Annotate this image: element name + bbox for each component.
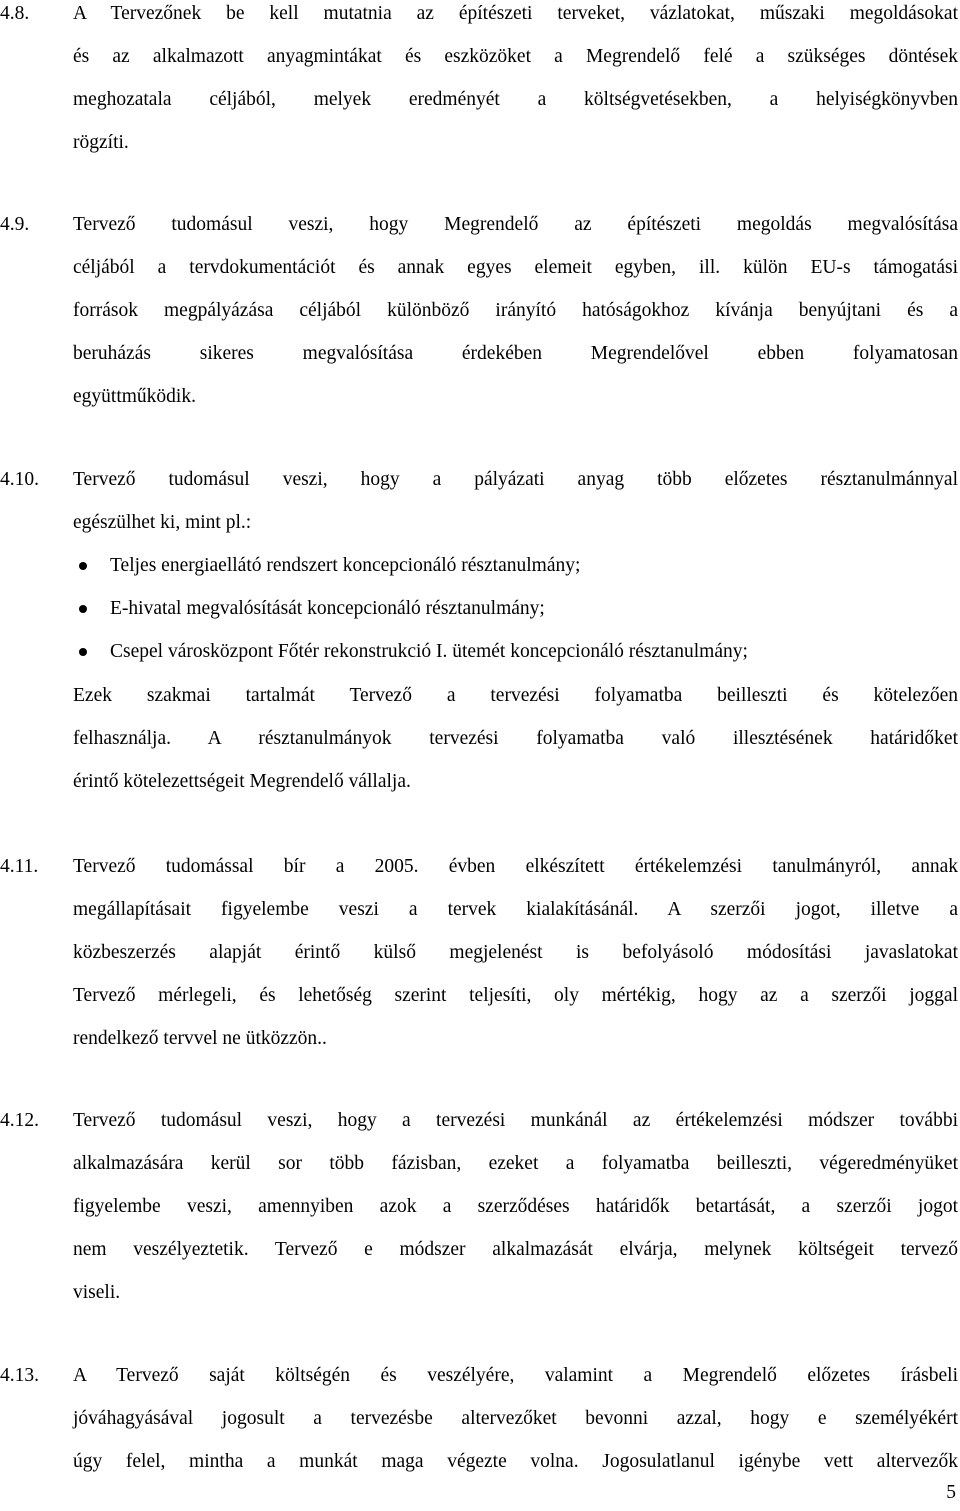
clause-text-line: közbeszerzés alapját érintő külső megjelenést is befolyásoló módosítási javaslatokat xyxy=(73,942,958,963)
clause-text-line: céljából a tervdokumentációt és annak egyes elemeit egyben, ill. külön EU-s támogatási xyxy=(73,257,958,278)
clause-text-line: Tervező mérlegeli, és lehetőség szerint teljesíti, oly mértékig, hogy az a szerzői joggal xyxy=(73,985,958,1006)
clause-number: 4.10. xyxy=(0,469,39,490)
clause-text-line: rögzíti. xyxy=(73,132,129,153)
clause-text-line: jóváhagyásával jogosult a tervezésbe altervezőket bevonni azzal, hogy e személyékért xyxy=(73,1408,958,1429)
clause-text-line: együttműködik. xyxy=(73,386,196,407)
clause-text-line: A Tervezőnek be kell mutatnia az építészeti terveket, vázlatokat, műszaki megoldásokat xyxy=(73,3,958,24)
clause-text-line: Tervező tudomásul veszi, hogy a pályázati anyag több előzetes résztanulmánnyal xyxy=(73,469,958,490)
clause-text-line: érintő kötelezettségeit Megrendelő vállalja. xyxy=(73,771,411,792)
bullet-item: Teljes energiaellátó rendszert koncepcionáló résztanulmány; xyxy=(110,555,581,576)
clause-text-line: meghozatala céljából, melyek eredményét a költségvetésekben, a helyiségkönyvben xyxy=(73,89,958,110)
clause-text-line: egészülhet ki, mint pl.: xyxy=(73,512,252,533)
clause-text-line: beruházás sikeres megvalósítása érdekében Megrendelővel ebben folyamatosan xyxy=(73,343,958,364)
clause-text-line: úgy felel, mintha a munkát maga végezte volna. Jogosulatlanul igénybe vett altervezők xyxy=(73,1451,958,1472)
bullet-item: Csepel városközpont Főtér rekonstrukció I. ütemét koncepcionáló résztanulmány; xyxy=(110,641,748,662)
clause-text-line: megállapításait figyelembe veszi a tervek kialakításánál. A szerzői jogot, illetve a xyxy=(73,899,958,920)
bullet-icon xyxy=(79,562,87,570)
page-number: 5 xyxy=(946,1482,956,1503)
bullet-icon xyxy=(79,648,87,656)
clause-text-line: alkalmazására kerül sor több fázisban, ezeket a folyamatba beilleszti, végeredményüket xyxy=(73,1153,958,1174)
clause-text-line: Tervező tudomásul veszi, hogy a tervezési munkánál az értékelemzési módszer további xyxy=(73,1110,958,1131)
clause-number: 4.11. xyxy=(0,856,39,877)
clause-text-line: felhasználja. A résztanulmányok tervezési folyamatba való illesztésének határidőket xyxy=(73,728,958,749)
clause-number: 4.9. xyxy=(0,214,30,235)
clause-text-line: viseli. xyxy=(73,1282,121,1303)
bullet-icon xyxy=(79,605,87,613)
clause-text-line: nem veszélyeztetik. Tervező e módszer alkalmazását elvárja, melynek költségeit tervező xyxy=(73,1239,958,1260)
clause-text-line: figyelembe veszi, amennyiben azok a szerződéses határidők betartását, a szerzői jogot xyxy=(73,1196,958,1217)
clause-text-line: Tervező tudomással bír a 2005. évben elkészített értékelemzési tanulmányról, annak xyxy=(73,856,958,877)
clause-text-line: rendelkező tervvel ne ütközzön.. xyxy=(73,1028,327,1049)
clause-number: 4.12. xyxy=(0,1110,39,1131)
clause-text-line: és az alkalmazott anyagmintákat és eszközöket a Megrendelő felé a szükséges döntések xyxy=(73,46,958,67)
clause-text-line: Tervező tudomásul veszi, hogy Megrendelő az építészeti megoldás megvalósítása xyxy=(73,214,958,235)
bullet-item: E-hivatal megvalósítását koncepcionáló résztanulmány; xyxy=(110,598,545,619)
clause-text-line: Ezek szakmai tartalmát Tervező a tervezési folyamatba beilleszti és kötelezően xyxy=(73,685,958,706)
clause-number: 4.13. xyxy=(0,1365,39,1386)
clause-text-line: források megpályázása céljából különböző irányító hatóságokhoz kívánja benyújtani és a xyxy=(73,300,958,321)
clause-number: 4.8. xyxy=(0,3,30,24)
clause-text-line: A Tervező saját költségén és veszélyére, valamint a Megrendelő előzetes írásbeli xyxy=(73,1365,958,1386)
